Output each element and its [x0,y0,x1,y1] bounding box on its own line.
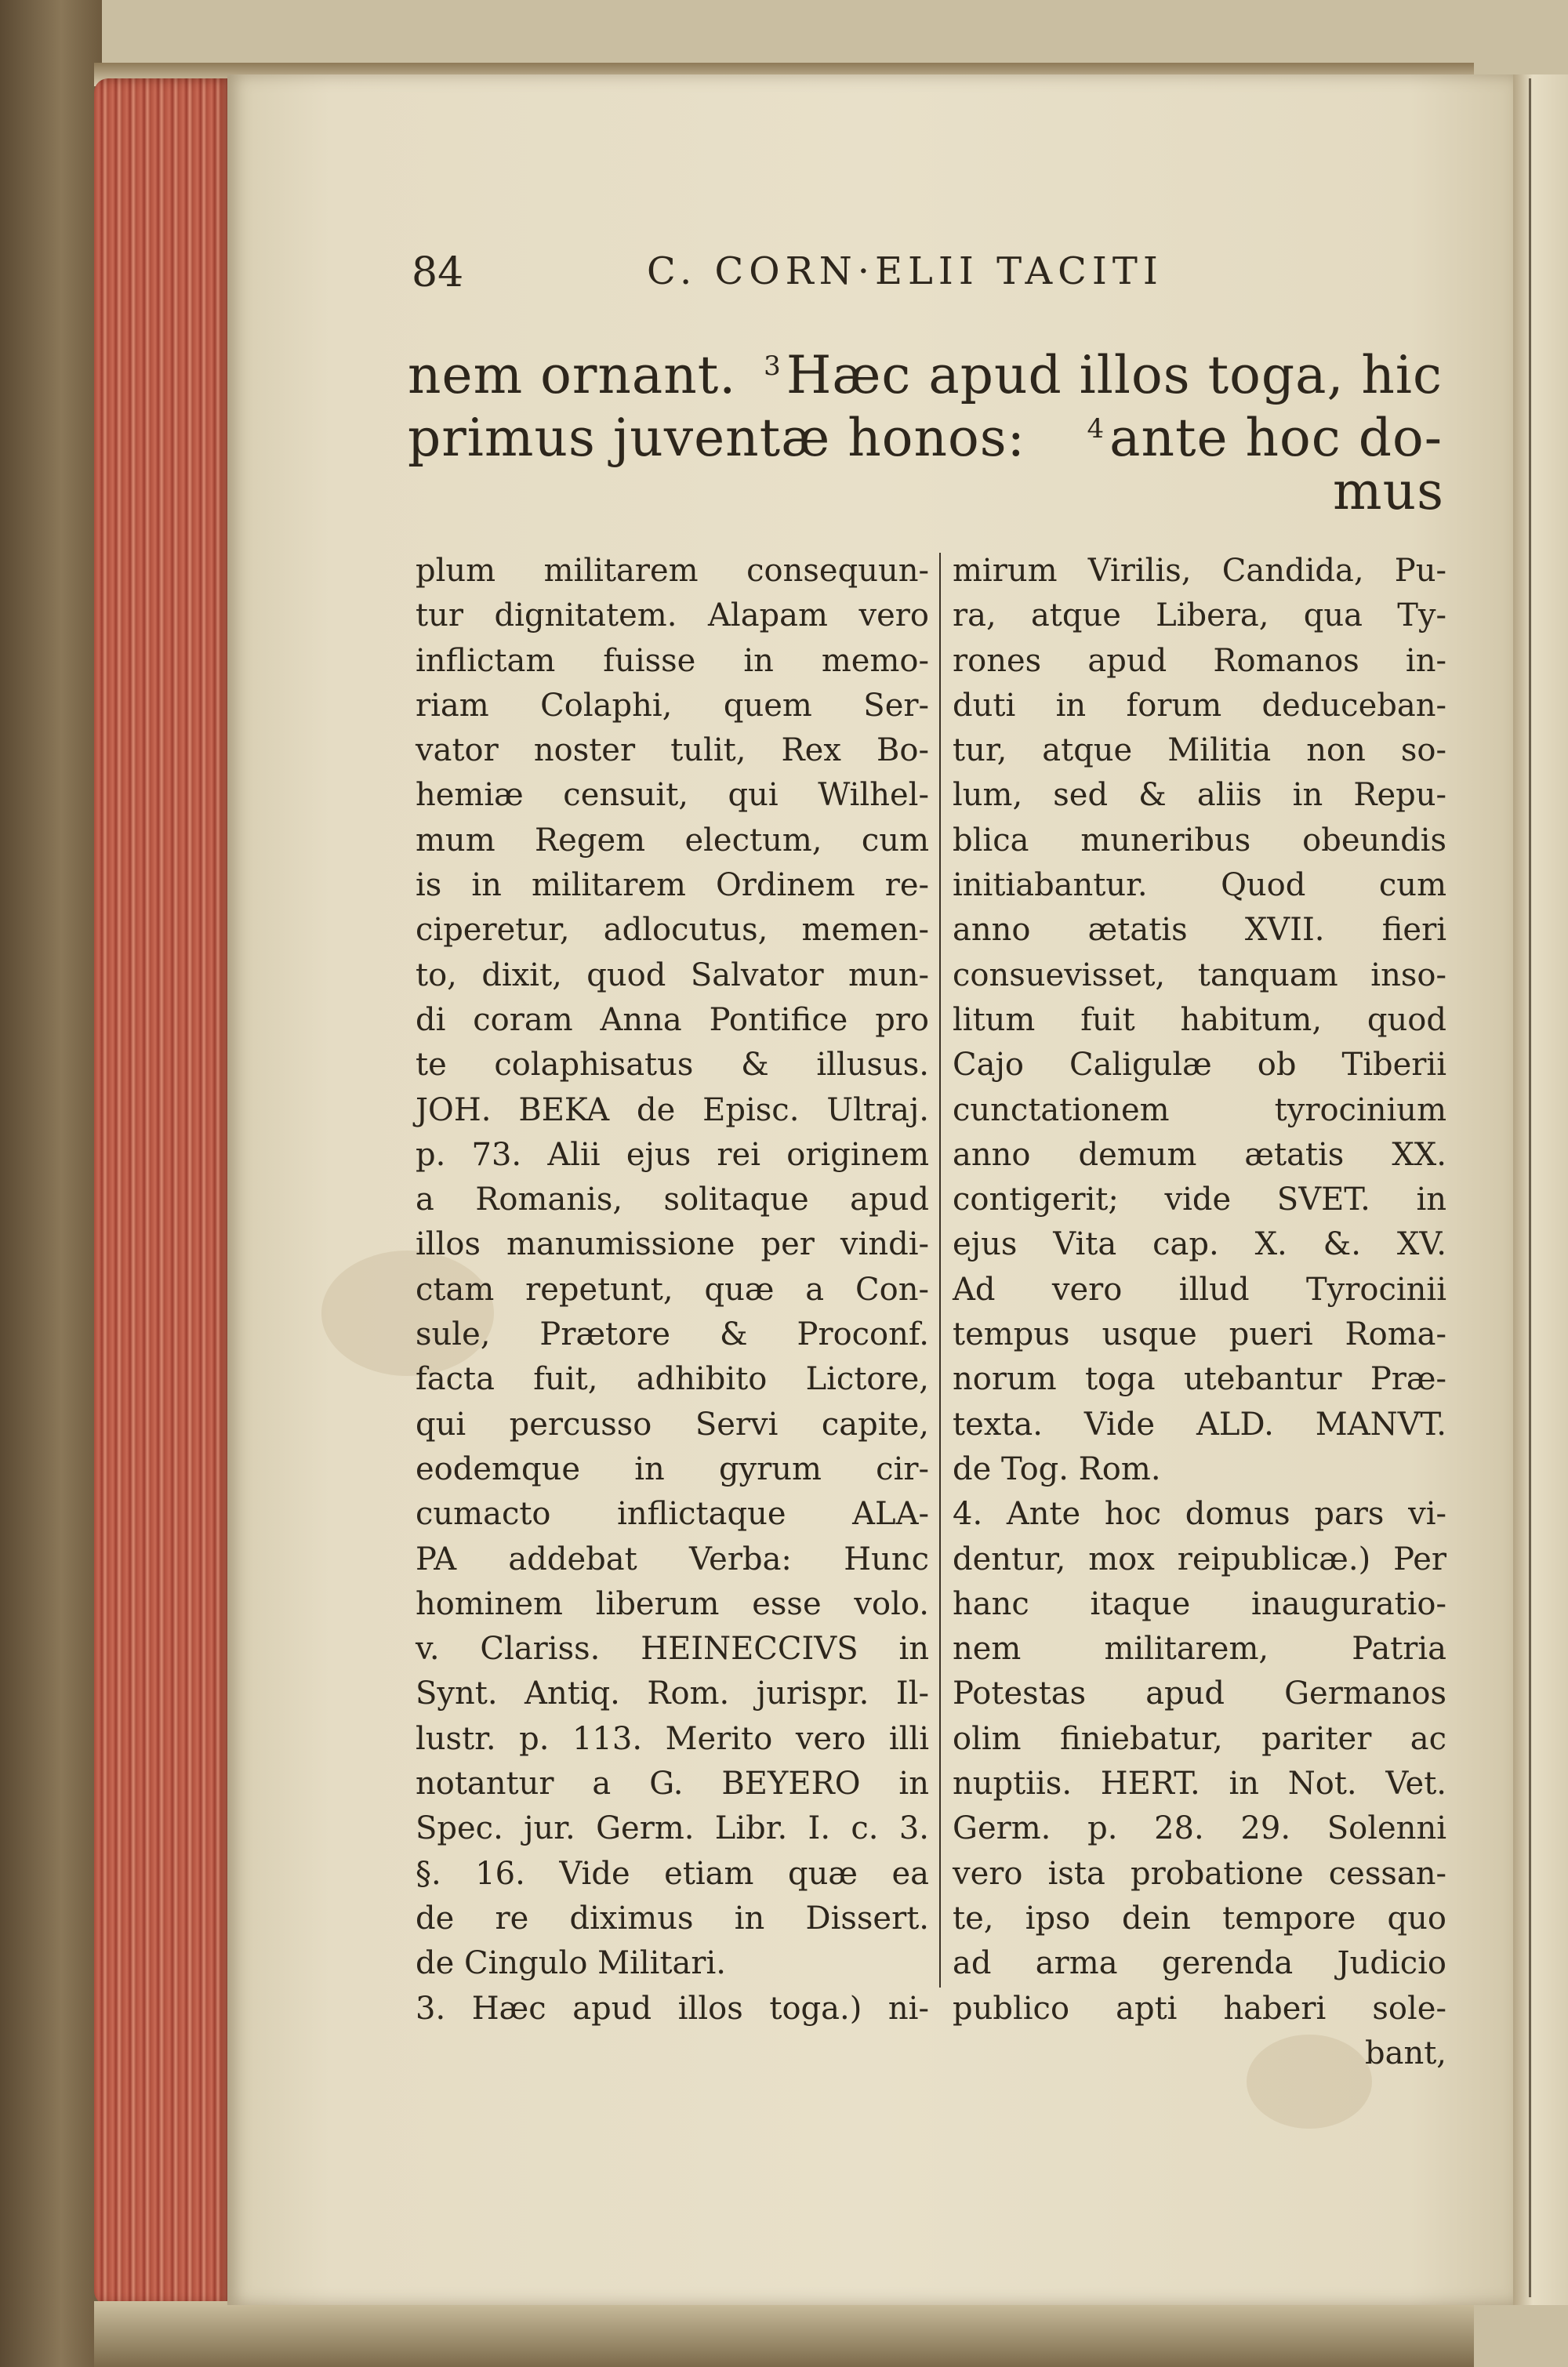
note-line: duti in forum deduceban- [953,687,1446,724]
note-line: 4. Ante hoc domus pars vi- [953,1496,1446,1533]
note-line: hominem liberum esse volo. [416,1585,929,1622]
note-line: bant, [1364,2035,1446,2071]
note-line: hanc itaque inauguratio- [953,1585,1446,1622]
note-line: tur dignitatem. Alapam vero [416,597,929,634]
note-line: texta. Vide ALD. MANVT. [953,1406,1446,1443]
main-text-fragment: $^3$Hæc apud illos toga, hic [764,345,1443,405]
note-line: tur, atque Militia non so- [953,732,1446,769]
page-number: 84 [412,249,464,296]
note-line: is in militarem Ordinem re- [416,867,929,904]
note-line: Synt. Antiq. Rom. jurispr. Il- [416,1675,929,1712]
note-line: notantur a G. BEYERO in [416,1766,929,1802]
note-line: norum toga utebantur Præ- [953,1361,1446,1398]
note-line: ra, atque Libera, qua Ty- [953,597,1446,634]
note-line: te, ipso dein tempore quo [953,1900,1446,1937]
note-line: ad arma gerenda Judicio [953,1945,1446,1982]
note-line: sule, Prætore & Proconf. [416,1316,929,1353]
note-line: 3. Hæc apud illos toga.) ni- [416,1990,929,2027]
note-line: Ad vero illud Tyrocinii [953,1271,1446,1308]
note-line: qui percusso Servi capite, [416,1406,929,1443]
notes-right-column [953,549,1446,2076]
note-line: te colaphisatus & illusus. [416,1047,929,1084]
note-line: p. 73. Alii ejus rei originem [416,1136,929,1173]
note-line: Cajo Caligulæ ob Tiberii [953,1047,1446,1084]
note-line: lustr. p. 113. Merito vero illi [416,1720,929,1757]
note-line: blica muneribus obeundis [953,822,1446,859]
running-head: C. CORN·ELII TACITI [647,249,1163,293]
note-marker: 3 [764,350,782,382]
page-edges-bottom [94,2301,1474,2367]
note-marker: 4 [1087,413,1105,445]
note-line: olim finiebatur, pariter ac [953,1720,1446,1757]
note-line: di coram Anna Pontifice pro [416,1001,929,1038]
note-line: illos manumissione per vindi- [416,1226,929,1263]
note-line: nuptiis. HERT. in Not. Vet. [953,1766,1446,1802]
note-line: vero ista probatione cessan- [953,1855,1446,1892]
note-line: Potestas apud Germanos [953,1675,1446,1712]
note-line: ciperetur, adlocutus, memen- [416,912,929,949]
note-line: litum fuit habitum, quod [953,1001,1446,1038]
note-line: a Romanis, solitaque apud [416,1182,929,1218]
note-line: ctam repetunt, quæ a Con- [416,1271,929,1308]
facing-page-edge [1509,74,1568,2305]
main-text-fragment: $^4$ante hoc do- [1087,408,1443,468]
note-line: inflictam fuisse in memo- [416,642,929,679]
main-text-fragment: primus juventæ honos: [408,408,1025,468]
main-text-line [408,345,1443,405]
note-line: mirum Virilis, Candida, Pu- [953,553,1446,589]
note-line: initiabantur. Quod cum [953,867,1446,904]
main-text-line [408,408,1443,468]
book-spine [0,0,102,2367]
note-line: rones apud Romanos in- [953,642,1446,679]
note-line: plum militarem consequun- [416,553,929,589]
note-line: cunctationem tyrocinium [953,1091,1446,1128]
note-line: anno demum ætatis XX. [953,1136,1446,1173]
note-line: contigerit; vide SVET. in [953,1182,1446,1218]
note-line: Spec. jur. Germ. Libr. I. c. 3. [416,1810,929,1847]
note-line: consuevisset, tanquam inso- [953,957,1446,993]
note-line: vator noster tulit, Rex Bo- [416,732,929,769]
page-edges [94,78,231,2305]
note-line: publico apti haberi sole- [953,1990,1446,2027]
note-line: facta fuit, adhibito Lictore, [416,1361,929,1398]
note-line: tempus usque pueri Roma- [953,1316,1446,1353]
note-line: de Cingulo Militari. [416,1945,726,1982]
column-divider [939,553,941,1988]
notes-left-column [416,549,929,2031]
note-line: JOH. BEKA de Episc. Ultraj. [416,1091,929,1128]
note-line: lum, sed & aliis in Repu- [953,777,1446,814]
gutter-line [1529,78,1531,2297]
note-line: nem militarem, Patria [953,1631,1446,1668]
main-text-fragment: nem ornant. [408,345,737,405]
note-line: de Tog. Rom. [953,1450,1161,1487]
note-line: anno ætatis XVII. fieri [953,912,1446,949]
note-line: riam Colaphi, quem Ser- [416,687,929,724]
note-line: PA addebat Verba: Hunc [416,1541,929,1577]
main-text-line: mus [1333,461,1444,521]
note-line: ejus Vita cap. X. &. XV. [953,1226,1446,1263]
note-line: cumacto inflictaque ALA- [416,1496,929,1533]
note-line: de re diximus in Dissert. [416,1900,929,1937]
note-line: to, dixit, quod Salvator mun- [416,957,929,993]
note-line: mum Regem electum, cum [416,822,929,859]
note-line: eodemque in gyrum cir- [416,1450,929,1487]
note-line: Germ. p. 28. 29. Solenni [953,1810,1446,1847]
note-line: dentur, mox reipublicæ.) Per [953,1541,1446,1577]
note-line: §. 16. Vide etiam quæ ea [416,1855,929,1892]
note-line: hemiæ censuit, qui Wilhel- [416,777,929,814]
note-line: v. Clariss. HEINECCIVS in [416,1631,929,1668]
